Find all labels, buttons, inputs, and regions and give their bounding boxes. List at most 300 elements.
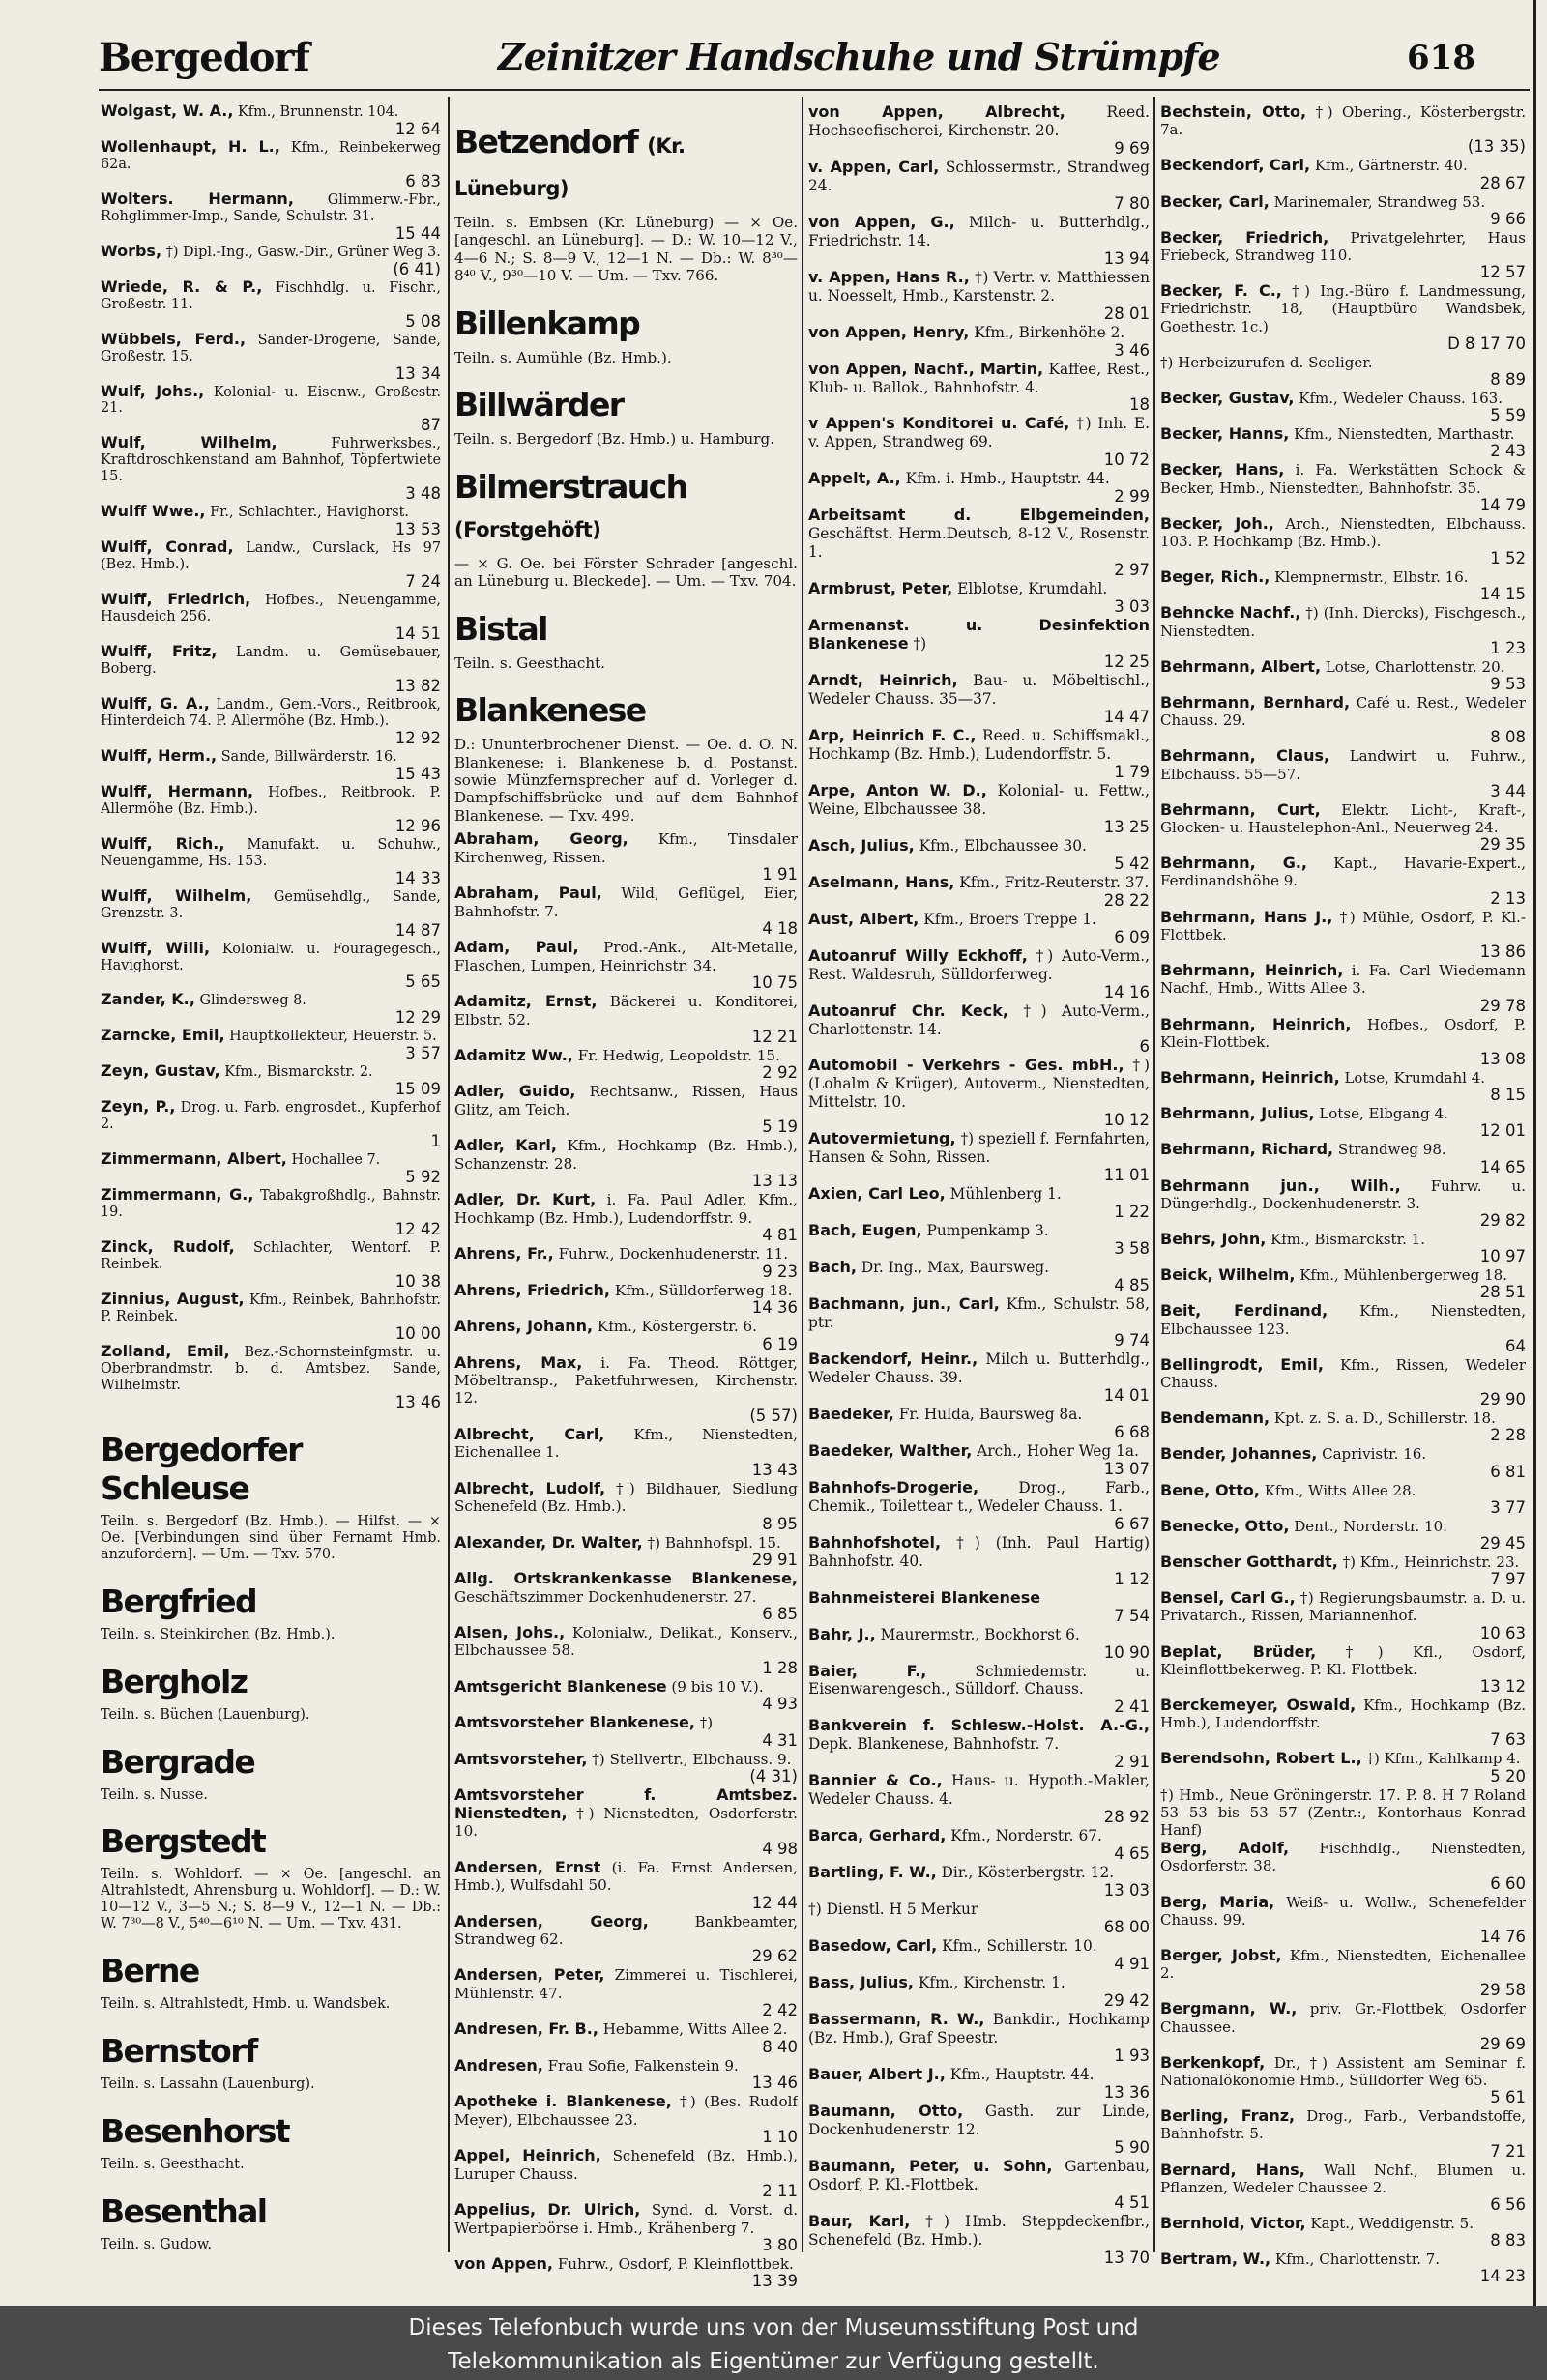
directory-entry	[1160, 157, 1526, 191]
subscriber-name: Abraham, Paul,	[454, 884, 602, 903]
footer-line: Telekommunikation als Eigentümer zur Verfügung gestellt.	[448, 2349, 1099, 2374]
phone-number: 1 10	[762, 2128, 798, 2147]
locality-heading	[101, 1431, 441, 1508]
directory-entry	[454, 1137, 798, 1190]
subscriber-details: Zimmerei u. Tischlerei, Mühlenstr. 47.	[454, 1966, 798, 2002]
locality-name: Bistal	[454, 609, 547, 648]
phone-number: 13 53	[394, 520, 441, 539]
phone-number: 14 01	[1103, 1385, 1150, 1405]
subscriber-details: Kaffee, Rest., Klub- u. Ballok., Bahnhofstr. 4.	[808, 360, 1150, 396]
directory-entry	[101, 885, 441, 940]
subscriber-name: Behrmann, G.,	[1160, 854, 1307, 873]
directory-entry	[808, 1350, 1150, 1405]
phone-number: 29 58	[1479, 1981, 1526, 2000]
subscriber-name: Bannier & Co.,	[808, 1771, 943, 1790]
locality-note: Teiln. s. Bergedorf (Bz. Hmb.). — Hilfst. — × Oe. [Verbindungen sind über Fernamt Hmb. anzufordern]. — Um. — Txv. 570.	[101, 1513, 441, 1562]
phone-number: 6 60	[1490, 1873, 1526, 1893]
subscriber-name: Backendorf, Heinr.,	[808, 1349, 978, 1368]
directory-entry	[808, 1717, 1150, 1771]
phone-number: 13 08	[1479, 1049, 1526, 1068]
subscriber-details: †) (Inh. Paul Hartig) Bahnhofstr. 40.	[808, 1533, 1150, 1570]
subscriber-name: Wulf, Wilhelm,	[101, 433, 277, 452]
subscriber-name: Zimmermann, G.,	[101, 1185, 254, 1205]
subscriber-details: Sande, Billwärderstr. 16.	[220, 748, 397, 765]
subscriber-details: †) Vertr. v. Matthiessen u. Noesselt, Hmb., Karstenstr. 2.	[808, 268, 1150, 305]
directory-entry	[454, 1678, 798, 1713]
directory-entry	[101, 103, 441, 138]
directory-entry	[101, 644, 441, 695]
phone-number: 1	[430, 1132, 441, 1151]
subscriber-details: Hebamme, Witts Allee 2.	[602, 2020, 788, 2039]
directory-entry	[454, 2020, 798, 2055]
subscriber-name: Wulf, Johs.,	[101, 381, 205, 400]
directory-entry	[1160, 855, 1526, 907]
phone-number: 3 80	[762, 2236, 798, 2254]
subscriber-name: Autoanruf Willy Eckhoff,	[808, 945, 1028, 965]
directory-entry	[1160, 694, 1526, 746]
phone-number: 14 15	[1479, 585, 1526, 604]
directory-entry	[454, 1426, 798, 1479]
subscriber-details: i. Fa. Werkstätten Schock & Becker, Hmb., Nienstedten, Bahnhofstr. 35.	[1160, 461, 1526, 497]
phone-number: 9 66	[1490, 209, 1526, 228]
subscriber-details: Kfm., Elbchaussee 30.	[919, 836, 1087, 855]
subscriber-details: †) (Inh. Diercks), Fischgesch., Nienstedten.	[1160, 604, 1526, 640]
phone-number: 2 41	[1114, 1698, 1150, 1717]
subscriber-details: Kfm., Gärtnerstr. 40.	[1314, 157, 1468, 175]
subscriber-name: Bahnhofs-Drogerie,	[808, 1477, 979, 1496]
directory-entry	[808, 214, 1150, 268]
phone-number: 13 36	[1103, 2082, 1150, 2102]
locality-heading	[101, 1822, 441, 1861]
subscriber-details: Wall Nchf., Blumen u. Pflanzen, Wedeler Chaussee 2.	[1160, 2161, 1526, 2196]
phone-number: 8 15	[1490, 1086, 1526, 1105]
directory-entry	[808, 1937, 1150, 1973]
subscriber-details: Kfm., Reinbekerweg 62a.	[101, 139, 441, 172]
subscriber-details: Pumpenkamp 3.	[926, 1222, 1049, 1240]
directory-entry	[808, 159, 1150, 213]
subscriber-details: Kpt. z. S. a. D., Schillerstr. 18.	[1273, 1409, 1496, 1428]
locality-name: Bergedorfer Schleuse	[101, 1430, 302, 1507]
subscriber-name: Beckendorf, Carl,	[1160, 156, 1311, 175]
subscriber-details: Arch., Nienstedten, Elbchauss. 103. P. Hochkamp (Bz. Hmb.).	[1160, 514, 1526, 551]
subscriber-name: Becker, Friedrich,	[1160, 227, 1329, 247]
subscriber-name: Becker, Carl,	[1160, 191, 1270, 211]
subscriber-details: Maurermstr., Bockhorst 6.	[880, 1625, 1080, 1643]
phone-number: 13 94	[1103, 248, 1150, 268]
locality-name: Billenkamp	[454, 304, 640, 342]
subscriber-name: Becker, Joh.,	[1160, 513, 1274, 533]
phone-number: 10 72	[1103, 450, 1150, 470]
phone-number: 5 20	[1490, 1766, 1526, 1785]
directory-entry	[808, 103, 1150, 158]
subscriber-details: †) Kfm., Heinrichstr. 23.	[1342, 1553, 1520, 1571]
directory-entry	[1160, 2162, 1526, 2214]
directory-entry	[1160, 1840, 1526, 1892]
directory-entry	[101, 504, 441, 538]
directory-entry	[101, 1028, 441, 1062]
phone-number: 4 31	[762, 1730, 798, 1750]
phone-number: 6 09	[1114, 927, 1150, 946]
directory-entry	[808, 2066, 1150, 2102]
directory-entry	[454, 939, 798, 992]
subscriber-name: Ahrens, Friedrich,	[454, 1280, 610, 1299]
phone-number: 7 54	[1114, 1606, 1150, 1625]
footer-line: Dieses Telefonbuch wurde uns von der Museumsstiftung Post und	[408, 2315, 1139, 2340]
directory-entry	[1160, 425, 1526, 460]
phone-number: 29 62	[751, 1947, 798, 1966]
phone-number: 13 07	[1103, 1459, 1150, 1478]
subscriber-name: Baedeker, Walther,	[808, 1440, 973, 1460]
phone-number: (5 57)	[749, 1406, 798, 1425]
subscriber-details: (i. Fa. Ernst Andersen, Hmb.), Wulfsdahl 50.	[454, 1858, 798, 1895]
subscriber-name: Baumann, Peter, u. Sohn,	[808, 2156, 1053, 2175]
phone-number: D 8 17 70	[1447, 334, 1526, 353]
subscriber-name: Becker, Gustav,	[1160, 389, 1295, 408]
subscriber-details: †) Ing.-Büro f. Landmessung, Friedrichstr. 18, (Hauptbüro Wandsbek, Goethestr. 1c.)	[1160, 282, 1526, 335]
directory-entry	[808, 1222, 1150, 1258]
subscriber-details: Lotse, Krumdahl 4.	[1344, 1068, 1486, 1087]
phone-number: 12 64	[394, 119, 441, 138]
phone-number: 12 01	[1479, 1121, 1526, 1141]
subscriber-name: Behrmann, Heinrich,	[1160, 1067, 1340, 1087]
subscriber-name: Andersen, Georg,	[454, 1911, 649, 1930]
directory-entry	[808, 1589, 1150, 1625]
subscriber-details: Fuhrw., Dockenhudenerstr. 11.	[558, 1245, 789, 1263]
phone-number: 8 95	[762, 1514, 798, 1533]
subscriber-name: Berger, Jobst,	[1160, 1946, 1282, 1964]
subscriber-name: Wulff, Hermann,	[101, 781, 254, 800]
locality-name: Bergstedt	[101, 1822, 266, 1861]
directory-entry	[101, 592, 441, 643]
subscriber-details: Kfm., Rissen, Wedeler Chauss.	[1160, 1355, 1526, 1391]
subscriber-details: Kfm., Mühlenbergerweg 18.	[1299, 1266, 1507, 1285]
subscriber-details: Bankdir., Hochkamp (Bz. Hmb.), Graf Speestr.	[808, 2011, 1150, 2046]
phone-number: 2 13	[1490, 888, 1526, 908]
subscriber-name: Wulff, Fritz,	[101, 642, 218, 661]
subscriber-details: Landm., Gem.-Vors., Reitbrook, Hinterdeich 74. P. Allermöhe (Bz. Hmb.).	[101, 696, 441, 729]
phone-number: 2 28	[1490, 1426, 1526, 1445]
subscriber-details: i. Fa. Theod. Röttger, Möbeltransp., Paketfuhrwesen, Kirchenstr. 12.	[454, 1353, 798, 1408]
subscriber-details: Milch- u. Butterhdlg., Friedrichstr. 14.	[808, 213, 1150, 249]
phone-number: 4 81	[762, 1226, 798, 1245]
place-heading: Bergedorf	[99, 35, 309, 80]
subscriber-details: Fischhdlg., Nienstedten, Osdorferstr. 38.	[1160, 1840, 1526, 1875]
phone-number: 1 23	[1490, 638, 1526, 657]
phone-number: 2 97	[1114, 561, 1150, 580]
directory-entry	[1160, 2215, 1526, 2249]
directory-column	[101, 103, 441, 2303]
locality-name: Besenhorst	[101, 2112, 289, 2151]
subscriber-name: Behrmann, Heinrich,	[1160, 961, 1344, 980]
directory-entry	[454, 1282, 798, 1317]
directory-entry	[101, 1289, 441, 1343]
locality-qualifier: (Forstgehöft)	[454, 517, 601, 541]
directory-entry	[454, 1966, 798, 2019]
phone-number: 6 19	[762, 1334, 798, 1353]
directory-entry	[454, 993, 798, 1046]
subscriber-name: Bernhold, Victor,	[1160, 2214, 1306, 2233]
phone-number: 9 69	[1114, 138, 1150, 158]
subscriber-details: Privatgelehrter, Haus Friebeck, Strandweg 110.	[1160, 228, 1526, 265]
subscriber-details: Geschäftszimmer Dockenhudenerstr. 27.	[454, 1587, 757, 1606]
phone-number: 8 08	[1490, 728, 1526, 747]
phone-number: 7 63	[1490, 1730, 1526, 1750]
phone-number: 9 53	[1490, 675, 1526, 694]
subscriber-details: Kapt., Weddigenstr. 5.	[1310, 2215, 1474, 2233]
directory-entry	[454, 1859, 798, 1912]
subscriber-name: Bassermann, R. W.,	[808, 2010, 985, 2028]
subscriber-details: †) Mühle, Osdorf, P. Kl.-Flottbek.	[1160, 908, 1526, 943]
directory-entry	[454, 1624, 798, 1677]
directory-entry	[1160, 1553, 1526, 1588]
subscriber-details: Reed. Hochseefischerei, Kirchenstr. 20.	[808, 103, 1150, 139]
header-rule	[99, 89, 1530, 91]
directory-entry	[808, 2011, 1150, 2065]
phone-number: 3 03	[1114, 597, 1150, 617]
subscriber-details: Gasth. zur Linde, Dockenhudenerstr. 12.	[808, 2102, 1150, 2138]
subscriber-name: Adam, Paul,	[454, 938, 579, 957]
subscriber-details: Hochallee 7.	[291, 1152, 381, 1169]
subscriber-name: Ahrens, Max,	[454, 1352, 583, 1372]
directory-entry	[1160, 1356, 1526, 1408]
locality-note: Teiln. s. Geesthacht.	[101, 2157, 245, 2173]
subscriber-details: †) Hmb., Neue Gröningerstr. 17. P. 8. H 7 Roland 53 53 bis 53 57 (Zentr.:, Kontorhaus Konrad Hanf)	[1160, 1785, 1526, 1839]
subscriber-details: †) Bahnhofspl. 15.	[647, 1533, 781, 1552]
subscriber-details: Hofbes., Reitbrook. P. Allermöhe (Bz. Hmb.).	[101, 784, 441, 817]
subscriber-details: †) Regierungsbaumstr. a. D. u. Privatarch., Rissen, Mariannenhof.	[1160, 1589, 1526, 1625]
subscriber-name: Behrmann, Hans J.,	[1160, 907, 1333, 926]
phone-number: 28 67	[1479, 173, 1526, 192]
directory-entry	[808, 1406, 1150, 1441]
phone-number: 3 77	[1490, 1497, 1526, 1517]
locality-note: Teiln. s. Gudow.	[101, 2237, 213, 2253]
phone-number: 10 75	[751, 973, 798, 993]
subscriber-name: Amtsgericht Blankenese	[454, 1676, 667, 1696]
phone-number: 14 65	[1479, 1157, 1526, 1176]
subscriber-details: †) Inh. E. v. Appen, Strandweg 69.	[808, 415, 1150, 451]
locality-note: Teiln. s. Bergedorf (Bz. Hmb.) u. Hamburg.	[454, 430, 775, 449]
directory-entry	[808, 617, 1150, 671]
subscriber-name: Abraham, Georg,	[454, 829, 628, 849]
directory-entry	[454, 1083, 798, 1136]
subscriber-name: Asch, Julius,	[808, 835, 915, 855]
phone-number: 4 51	[1114, 2192, 1150, 2212]
subscriber-name: Behrmann, Curt,	[1160, 799, 1321, 819]
subscriber-details: Fuhrwerksbes., Kraftdroschkenstand am Bahnhof, Töpfertwiete 15.	[101, 436, 441, 485]
phone-number: 6 68	[1114, 1422, 1150, 1441]
subscriber-name: Bahr, J.,	[808, 1624, 876, 1643]
subscriber-name: Behrmann, Claus,	[1160, 746, 1330, 766]
subscriber-name: Zarncke, Emil,	[101, 1026, 225, 1045]
locality-heading	[454, 386, 798, 424]
subscriber-details: Drog. u. Farb. engrosdet., Kupferhof 2.	[101, 1100, 441, 1133]
column-divider	[1153, 97, 1155, 2252]
subscriber-details: Bez.-Schornsteinfgmstr. u. Oberbrandmstr. b. d. Amtsbez. Sande, Wilhelmstr.	[101, 1344, 441, 1393]
subscriber-details: Klempnermstr., Elbstr. 16.	[1274, 568, 1469, 587]
phone-number: 9 23	[762, 1262, 798, 1281]
directory-entry	[454, 885, 798, 938]
phone-number: (13 35)	[1467, 137, 1526, 157]
directory-entry	[808, 727, 1150, 781]
subscriber-name: Behrs, John,	[1160, 1229, 1267, 1248]
subscriber-details: Kfm., Bismarckstr. 1.	[1270, 1230, 1425, 1248]
phone-number: 13 25	[1103, 817, 1150, 836]
subscriber-name: von Appen, Henry,	[808, 322, 970, 341]
subscriber-name: Bender, Johannes,	[1160, 1444, 1318, 1464]
subscriber-name: Basedow, Carl,	[808, 1936, 938, 1956]
subscriber-details: Kfm., Hochkamp (Bz. Hmb.), Ludendorffstr.	[1160, 1696, 1526, 1732]
subscriber-name: Appelius, Dr. Ulrich,	[454, 2200, 641, 2220]
phone-number: 6 81	[1490, 1462, 1526, 1481]
subscriber-name: Axien, Carl Leo,	[808, 1184, 946, 1204]
directory-entry	[1160, 1445, 1526, 1480]
phone-number: 28 01	[1103, 304, 1150, 323]
directory-entry	[1160, 1409, 1526, 1444]
directory-entry	[454, 1786, 798, 1857]
subscriber-name: von Appen,	[454, 2254, 553, 2273]
directory-entry	[454, 830, 798, 884]
subscriber-details: Kfm., Norderstr. 67.	[950, 1827, 1102, 1845]
directory-entry	[1160, 515, 1526, 567]
subscriber-name: Wriede, R. & P.,	[101, 276, 263, 296]
directory-entry	[808, 672, 1150, 726]
phone-number: 12 25	[1103, 653, 1150, 672]
subscriber-details: Landm. u. Gemüsebauer, Boberg.	[101, 645, 441, 678]
subscriber-name: Andersen, Ernst	[454, 1857, 601, 1876]
phone-number: 13 39	[751, 2272, 798, 2291]
phone-number: 14 51	[394, 624, 441, 644]
directory-entry	[808, 580, 1150, 616]
subscriber-name: Amtsvorsteher Blankenese,	[454, 1713, 695, 1732]
subscriber-name: v Appen's Konditorei u. Café,	[808, 414, 1070, 433]
subscriber-details: Kfm., Fritz-Reuterstr. 37.	[959, 873, 1150, 891]
phone-number: 2 99	[1114, 487, 1150, 507]
subscriber-name: Wübbels, Ferd.,	[101, 329, 247, 348]
phone-number: 5 90	[1114, 2137, 1150, 2157]
subscriber-details: Schlachter, Wentorf. P. Reinbek.	[101, 1240, 441, 1273]
directory-entry	[808, 947, 1150, 1001]
directory-entry	[808, 1002, 1150, 1057]
subscriber-name: Aselmann, Hans,	[808, 872, 955, 891]
subscriber-name: Wulff, Wilhelm,	[101, 885, 252, 905]
phone-number: 10 63	[1479, 1623, 1526, 1642]
subscriber-name: Bernard, Hans,	[1160, 2160, 1305, 2179]
subscriber-name: Andresen,	[454, 2055, 543, 2075]
phone-number: 6 83	[405, 171, 441, 190]
subscriber-name: Baier, F.,	[808, 1661, 927, 1680]
subscriber-details: Schenefeld (Bz. Hmb.), Luruper Chauss.	[454, 2147, 798, 2183]
directory-entry	[1160, 193, 1526, 228]
subscriber-details: Bäckerei u. Konditorei, Elbstr. 52.	[454, 993, 798, 1029]
phone-number: 68 00	[1103, 1918, 1150, 1937]
phone-number: 12 92	[394, 728, 441, 747]
subscriber-name: Baumann, Otto,	[808, 2101, 964, 2120]
locality-note: Teiln. s. Nusse.	[101, 1786, 208, 1803]
subscriber-name: Beger, Rich.,	[1160, 567, 1270, 587]
directory-entry	[101, 781, 441, 835]
subscriber-details: Kfm., Hauptstr. 44.	[949, 2065, 1095, 2083]
subscriber-details: †) Bildhauer, Siedlung Schenefeld (Bz. Hmb.).	[454, 1479, 798, 1516]
subscriber-name: Behrmann, Albert,	[1160, 656, 1322, 676]
phone-number: 15 09	[394, 1080, 441, 1099]
subscriber-name: Wollenhaupt, H. L.,	[101, 136, 280, 156]
phone-number: 8 83	[1490, 2231, 1526, 2250]
phone-number: 3 48	[405, 484, 441, 504]
subscriber-name: Behrmann jun., Wilh.,	[1160, 1175, 1401, 1195]
subscriber-details: Café u. Rest., Wedeler Chauss. 29.	[1160, 694, 1526, 730]
subscriber-name: Zander, K.,	[101, 990, 195, 1009]
subscriber-details: Kfm., Wedeler Chauss. 163.	[1299, 390, 1503, 408]
subscriber-details: †) Hmb. Steppdeckenfbr., Schenefeld (Bz. Hmb.).	[808, 2212, 1150, 2249]
locality-note: Teiln. s. Geesthacht.	[454, 653, 605, 672]
subscriber-details: Manufakt. u. Schuhw., Neuengamme, Hs. 153.	[101, 836, 441, 869]
directory-entry	[808, 2103, 1150, 2157]
subscriber-details: Glimmerw.-Fbr., Rohglimmer-Imp., Sande, Schulstr. 31.	[101, 191, 441, 224]
subscriber-name: Albrecht, Carl,	[454, 1424, 605, 1443]
subscriber-details: †) Auto-Verm., Charlottenstr. 14.	[808, 1001, 1150, 1038]
subscriber-name: Bergmann, W.,	[1160, 1999, 1298, 2018]
phone-number: 4 85	[1114, 1276, 1150, 1295]
phone-number: 7 24	[405, 572, 441, 592]
phone-number: 1 12	[1114, 1569, 1150, 1588]
phone-number: 13 12	[1479, 1676, 1526, 1696]
directory-entry	[808, 1901, 1150, 1936]
phone-number: 13 34	[394, 363, 441, 383]
directory-entry	[454, 1191, 798, 1244]
page-number: 618	[1407, 39, 1475, 77]
phone-number: 9 74	[1114, 1330, 1150, 1350]
subscriber-name: Zeyn, P.,	[101, 1097, 176, 1117]
subscriber-name: Alexander, Dr. Walter,	[454, 1532, 643, 1552]
phone-number: 1 93	[1114, 2046, 1150, 2065]
phone-number: 29 90	[1479, 1390, 1526, 1409]
directory-entry	[454, 1354, 798, 1425]
subscriber-name: Wulff, Friedrich,	[101, 590, 251, 609]
phone-number: 1 91	[762, 865, 798, 885]
subscriber-details: Kfm., Hochkamp (Bz. Hmb.), Schanzenstr. 28.	[454, 1137, 798, 1173]
subscriber-details: Caprivistr. 16.	[1322, 1445, 1427, 1464]
subscriber-name: Amtsvorsteher f. Amtsbez. Nienstedten,	[454, 1785, 798, 1822]
directory-entry	[1160, 1177, 1526, 1230]
directory-entry	[1160, 1786, 1526, 1840]
directory-entry	[454, 1318, 798, 1352]
subscriber-details: Marinemaler, Strandweg 53.	[1273, 192, 1486, 211]
phone-number: (4 31)	[749, 1767, 798, 1786]
subscriber-name: Andresen, Fr. B.,	[454, 2019, 598, 2039]
directory-entry	[101, 191, 441, 243]
directory-entry	[808, 782, 1150, 836]
subscriber-details: (9 bis 10 V.).	[671, 1677, 764, 1696]
directory-entry	[808, 324, 1150, 360]
phone-number: 29 35	[1479, 835, 1526, 855]
subscriber-name: Alsen, Johs.,	[454, 1623, 566, 1642]
directory-entry	[808, 874, 1150, 910]
subscriber-name: Adler, Dr. Kurt,	[454, 1190, 597, 1209]
directory-entry	[1160, 568, 1526, 603]
subscriber-details: Landwirt u. Fuhrw., Elbchauss. 55—57.	[1160, 747, 1526, 783]
subscriber-details: Kfm., Nienstedten, Marthastr.	[1294, 425, 1515, 444]
subscriber-name: Becker, F. C.,	[1160, 281, 1282, 301]
subscriber-details: Kfm., Schillerstr. 10.	[942, 1937, 1097, 1956]
phone-number: 4 18	[762, 919, 798, 939]
phone-number: 5 42	[1114, 854, 1150, 873]
subscriber-name: Armenanst. u. Desinfektion Blankenese	[808, 616, 1150, 653]
subscriber-name: Wulff, Herm.,	[101, 745, 218, 765]
directory-entry	[808, 1974, 1150, 2010]
subscriber-details: Kfm., Köstergerstr. 6.	[597, 1318, 757, 1336]
locality-qualifier: (Kr. Lüneburg)	[454, 134, 686, 200]
directory-entry	[1160, 1141, 1526, 1175]
